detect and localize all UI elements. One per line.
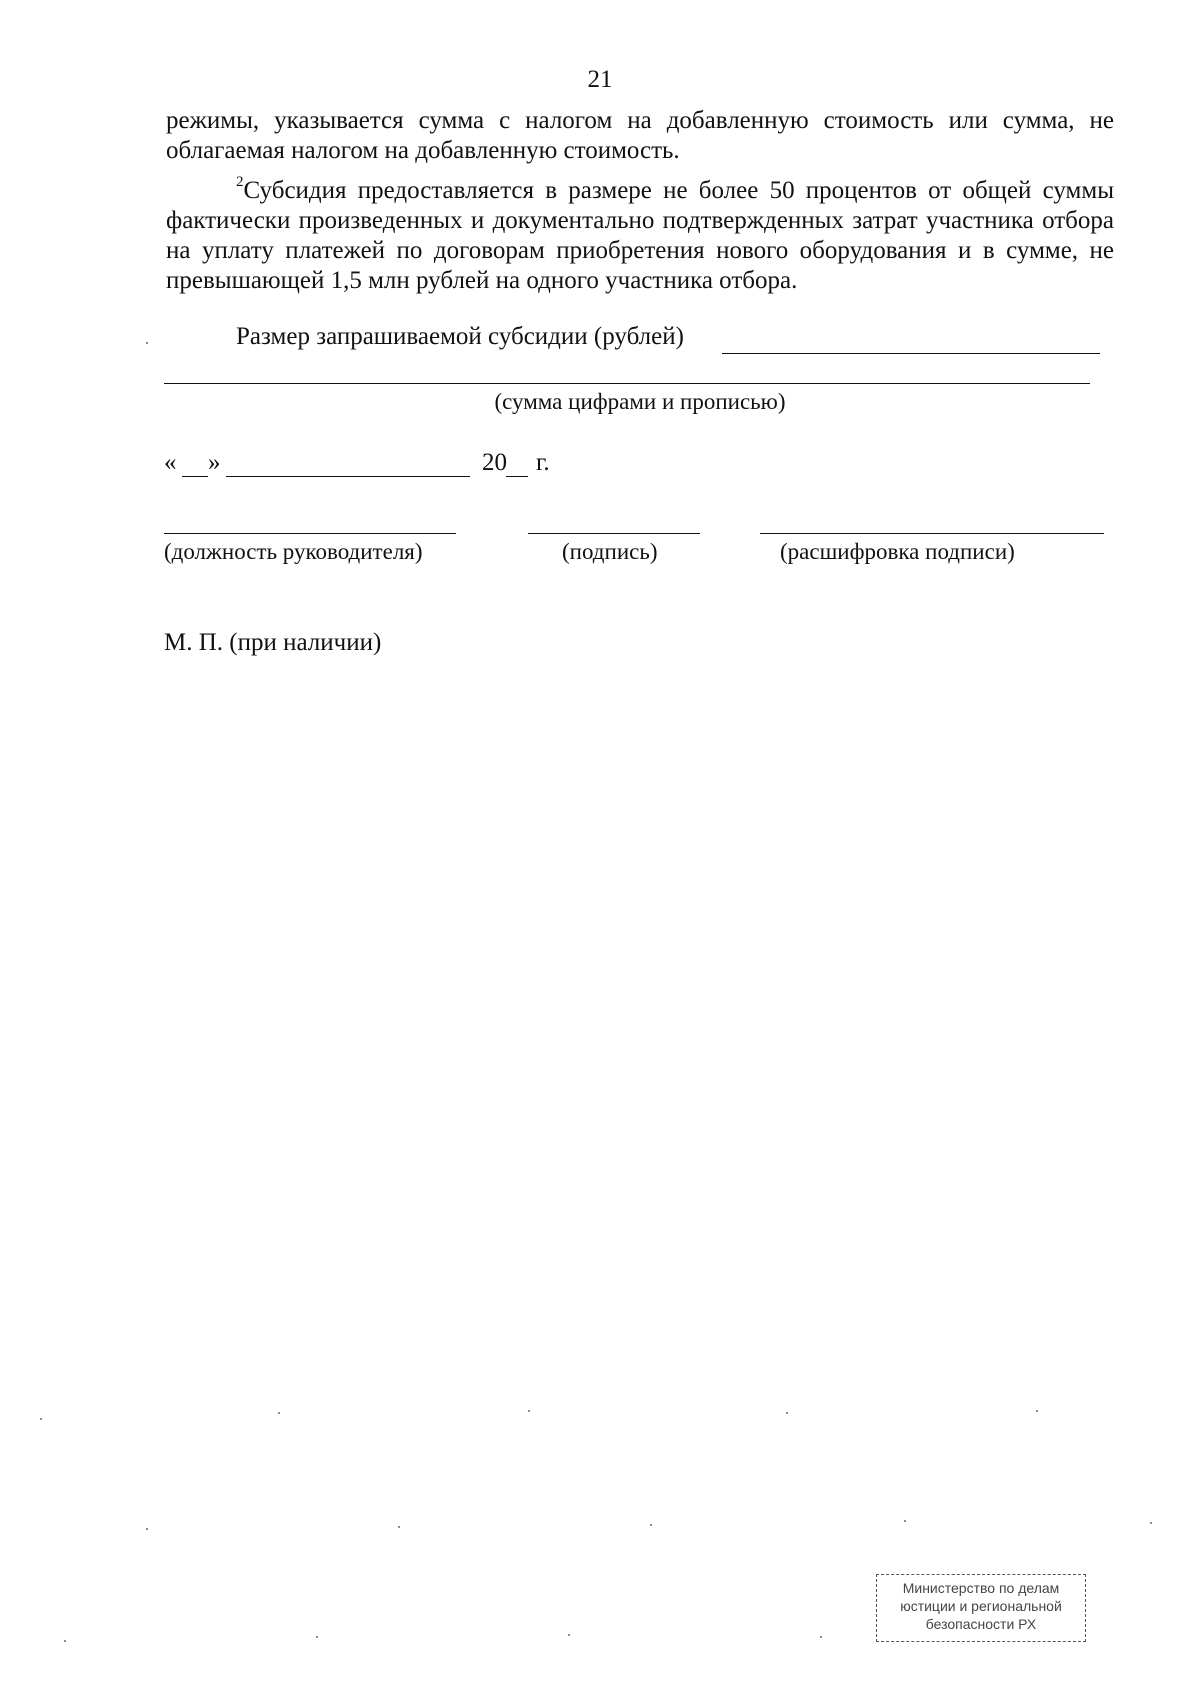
- scan-speck: [1150, 1522, 1152, 1524]
- signature-line: [528, 533, 700, 534]
- scan-speck: [650, 1524, 652, 1526]
- scan-speck: [1036, 1410, 1038, 1412]
- amount-caption: (сумма цифрами и прописью): [494, 389, 786, 414]
- subsidy-amount-label: Размер запрашиваемой субсидии (рублей): [236, 323, 684, 350]
- signature-decoding-line: [760, 533, 1104, 534]
- stamp-line-1: Министерство по делам: [902, 1580, 1060, 1596]
- date-open-quote: «: [164, 449, 177, 476]
- scan-speck: [528, 1410, 530, 1412]
- page-number: 21: [587, 66, 613, 93]
- registration-stamp: [876, 1574, 1086, 1642]
- scan-speck: [568, 1634, 570, 1636]
- scan-speck: [146, 342, 148, 344]
- footnote-text: Субсидия предоставляется в размере не более 50 процентов от общей суммы фактически произведенных и документально подтвержденных затрат участника отбора на уплату платежей по договорам приобретения нового оборудования и в сумме, не превышающей 1,5 млн рублей на одного участника отбора.: [166, 177, 1114, 294]
- date-year-prefix: 20: [482, 449, 507, 476]
- scan-speck: [64, 1640, 66, 1642]
- scan-speck: [820, 1636, 822, 1638]
- date-close-quote: »: [208, 449, 221, 476]
- position-caption: (должность руководителя): [164, 539, 423, 564]
- scan-speck: [398, 1526, 400, 1528]
- paragraph-continuation: режимы, указывается сумма с налогом на добавленную стоимость или сумма, не облагаемая налогом на добавленную стоимость.: [166, 107, 1114, 164]
- scan-speck: [40, 1418, 42, 1420]
- scan-speck: [278, 1412, 280, 1414]
- seal-note: М. П. (при наличии): [164, 629, 382, 656]
- date-year-line: [506, 476, 528, 477]
- scan-speck: [904, 1520, 906, 1522]
- date-day-line: [182, 476, 208, 477]
- date-month-line: [226, 476, 470, 477]
- signature-caption: (подпись): [562, 539, 658, 564]
- position-signature-line: [164, 533, 456, 534]
- amount-words-field-line: [164, 383, 1090, 384]
- scan-speck: [316, 1636, 318, 1638]
- signature-decoding-caption: (расшифровка подписи): [780, 539, 1015, 564]
- date-field: [164, 448, 584, 478]
- stamp-line-3: безопасности РХ: [925, 1616, 1037, 1632]
- stamp-line-2: юстиции и региональной: [900, 1598, 1062, 1614]
- footnote-paragraph: [166, 176, 1114, 296]
- scan-speck: [146, 1528, 148, 1530]
- scan-speck: [786, 1412, 788, 1414]
- footnote-marker: 2: [236, 174, 244, 190]
- date-year-suffix: г.: [536, 449, 550, 476]
- subsidy-amount-field-line: [722, 353, 1100, 354]
